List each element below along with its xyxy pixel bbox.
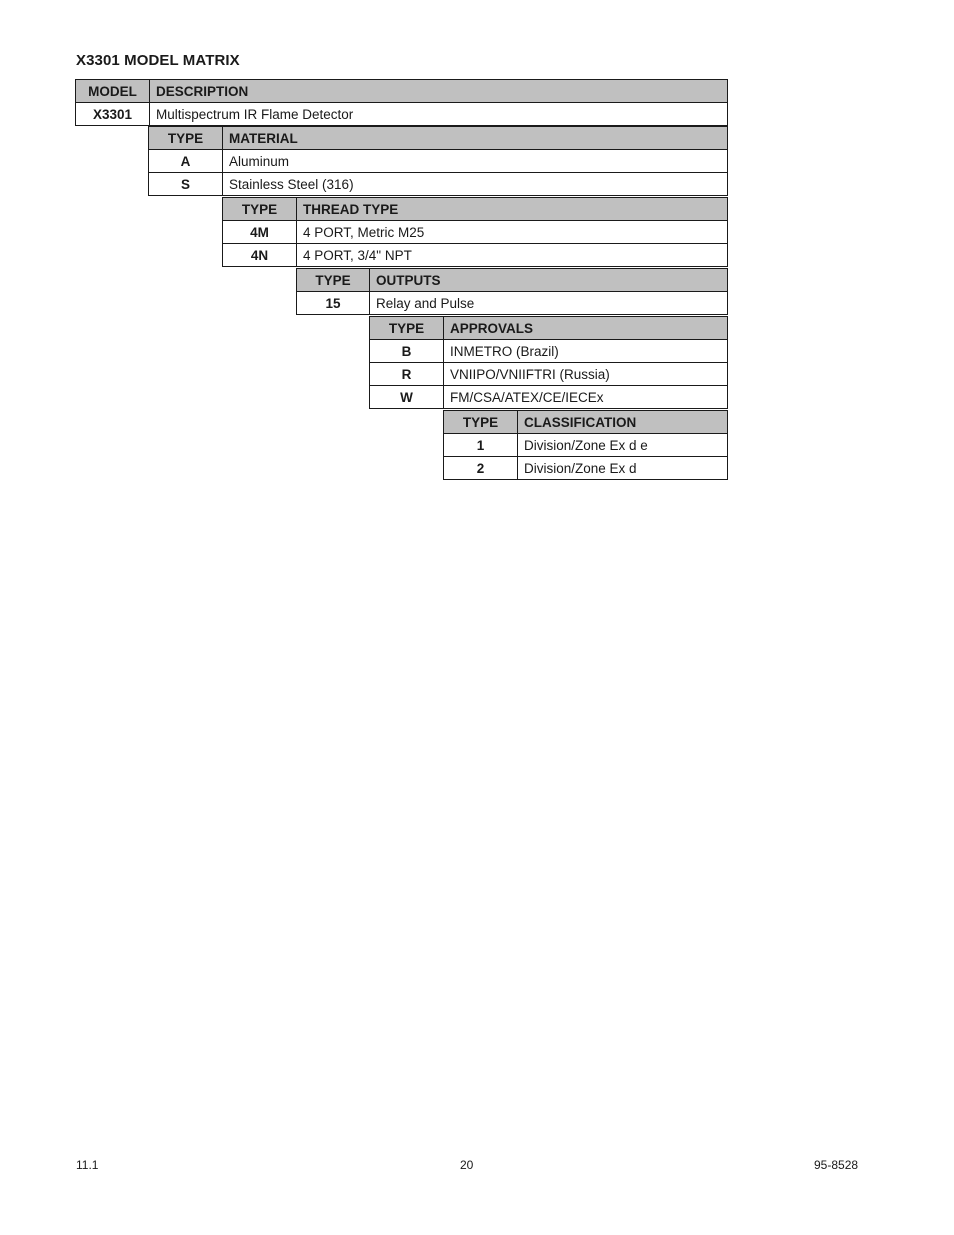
table-row	[370, 386, 728, 409]
approvals-desc-header: APPROVALS	[444, 317, 728, 340]
outputs-desc-header: OUTPUTS	[370, 269, 728, 292]
table-row	[76, 103, 728, 126]
material-desc-header: MATERIAL	[223, 127, 728, 150]
approvals-desc: FM/CSA/ATEX/CE/IECEx	[444, 386, 728, 409]
classification-header-row	[444, 411, 728, 434]
footer-document-number: 95-8528	[814, 1158, 859, 1172]
table-row	[444, 434, 728, 457]
page-title: X3301 MODEL MATRIX	[76, 52, 240, 69]
approvals-desc: VNIIPO/VNIIFTRI (Russia)	[444, 363, 728, 386]
table-row	[297, 292, 728, 315]
material-desc: Aluminum	[223, 150, 728, 173]
model-desc-header: DESCRIPTION	[150, 80, 728, 103]
thread-code: 4N	[223, 244, 297, 267]
classification-desc: Division/Zone Ex d	[518, 457, 728, 480]
classification-desc: Division/Zone Ex d e	[518, 434, 728, 457]
footer-page-number: 20	[460, 1158, 474, 1172]
outputs-code-header: TYPE	[297, 269, 370, 292]
model-table	[75, 79, 728, 126]
thread-header-row	[223, 198, 728, 221]
thread-code: 4M	[223, 221, 297, 244]
table-row	[370, 363, 728, 386]
material-code: S	[149, 173, 223, 196]
approvals-code: W	[370, 386, 444, 409]
material-table	[148, 126, 728, 196]
approvals-code: B	[370, 340, 444, 363]
table-row	[444, 457, 728, 480]
material-code-header: TYPE	[149, 127, 223, 150]
thread-desc: 4 PORT, 3/4" NPT	[297, 244, 728, 267]
approvals-table	[369, 316, 728, 409]
classification-code: 1	[444, 434, 518, 457]
thread-desc: 4 PORT, Metric M25	[297, 221, 728, 244]
thread-type-table	[222, 197, 728, 267]
model-code: X3301	[76, 103, 150, 126]
outputs-code: 15	[297, 292, 370, 315]
table-row	[370, 340, 728, 363]
thread-desc-header: THREAD TYPE	[297, 198, 728, 221]
approvals-desc: INMETRO (Brazil)	[444, 340, 728, 363]
classification-code: 2	[444, 457, 518, 480]
material-header-row	[149, 127, 728, 150]
table-row	[149, 150, 728, 173]
thread-code-header: TYPE	[223, 198, 297, 221]
approvals-code: R	[370, 363, 444, 386]
model-desc: Multispectrum IR Flame Detector	[150, 103, 728, 126]
material-desc: Stainless Steel (316)	[223, 173, 728, 196]
classification-desc-header: CLASSIFICATION	[518, 411, 728, 434]
material-code: A	[149, 150, 223, 173]
classification-table	[443, 410, 728, 480]
model-code-header: MODEL	[76, 80, 150, 103]
classification-code-header: TYPE	[444, 411, 518, 434]
outputs-table	[296, 268, 728, 315]
approvals-code-header: TYPE	[370, 317, 444, 340]
footer-revision: 11.1	[76, 1158, 99, 1172]
outputs-header-row	[297, 269, 728, 292]
approvals-header-row	[370, 317, 728, 340]
model-header-row	[76, 80, 728, 103]
outputs-desc: Relay and Pulse	[370, 292, 728, 315]
table-row	[223, 244, 728, 267]
table-row	[149, 173, 728, 196]
table-row	[223, 221, 728, 244]
